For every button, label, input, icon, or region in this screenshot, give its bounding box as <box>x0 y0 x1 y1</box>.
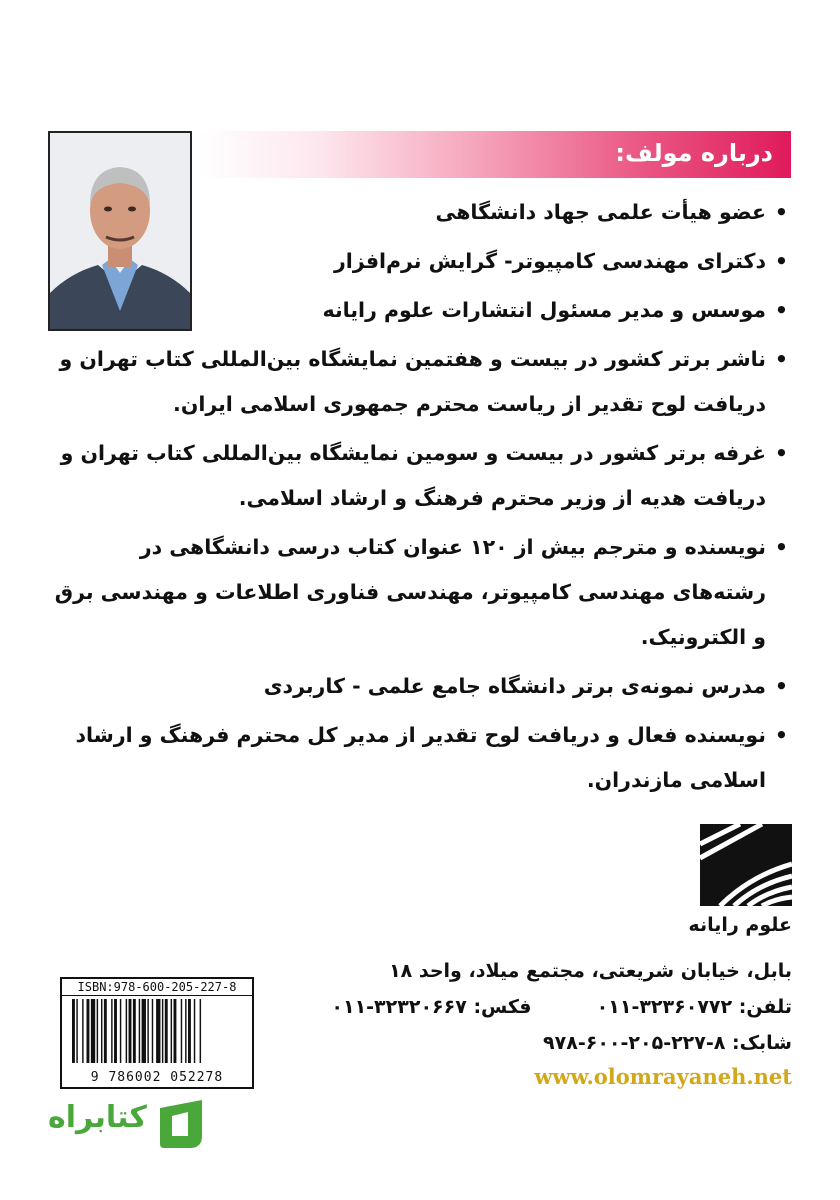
barcode-bar <box>194 999 195 1063</box>
barcode-isbn-text: ISBN:978-600-205-227-8 <box>62 979 252 996</box>
publisher-logo-icon <box>700 824 792 906</box>
about-author-header <box>200 131 791 178</box>
store-book-icon <box>152 1094 210 1152</box>
bio-item: • دکترای مهندسی کامپیوتر- گرایش نرم‌افزار <box>40 239 788 284</box>
contact-row <box>322 989 792 1025</box>
isbn-number: ۹۷۸-۶۰۰-۲۰۵-۲۲۷-۸ <box>543 1032 726 1054</box>
barcode-bar <box>91 999 95 1063</box>
store-name: کتابراه <box>48 1100 147 1135</box>
barcode-bar <box>87 999 90 1063</box>
bio-item: • نویسنده و مترجم بیش از ۱۲۰ عنوان کتاب درسی دانشگاهی در رشته‌های مهندسی کامپیوتر، مهندسی فناوری اطلاعات و مهندسی برق و الکترونیک. <box>40 525 788 660</box>
bio-item: • مدرس نمونه‌ی برتر دانشگاه جامع علمی - کاربردی <box>40 664 788 709</box>
barcode-bar <box>165 999 168 1063</box>
barcode-bar <box>111 999 112 1063</box>
barcode-bar <box>200 999 201 1063</box>
bio-item: • موسس و مدیر مسئول انتشارات علوم رایانه <box>40 288 788 333</box>
barcode-bar <box>101 999 102 1063</box>
barcode-bar <box>188 999 191 1063</box>
barcode-bar <box>129 999 132 1063</box>
barcode-bar <box>171 999 172 1063</box>
barcode-bar <box>76 999 77 1063</box>
bio-item: • غرفه برتر کشور در بیست و سومین نمایشگاه بین‌المللی کتاب تهران و دریافت هدیه از وزیر محترم فرهنگ و ارشاد اسلامی. <box>40 431 788 521</box>
barcode-bar <box>72 999 75 1063</box>
isbn-row <box>322 1025 792 1061</box>
barcode-bar <box>152 999 153 1063</box>
barcode-bar <box>133 999 136 1063</box>
isbn-barcode <box>60 977 254 1089</box>
bio-item: • نویسنده فعال و دریافت لوح تقدیر از مدیر کل محترم فرهنگ و ارشاد اسلامی مازندران. <box>40 713 788 803</box>
barcode-digits: 9 786002 052278 <box>90 1070 224 1085</box>
barcode-bar <box>142 999 146 1063</box>
phone-label: تلفن: <box>738 996 792 1018</box>
phone-number: ۰۱۱-۳۲۳۶۰۷۷۲ <box>596 996 733 1018</box>
barcode-bar <box>147 999 148 1063</box>
barcode-bar <box>156 999 160 1063</box>
barcode-bar <box>82 999 83 1063</box>
fax-number: ۰۱۱-۳۲۳۲۰۶۶۷ <box>331 996 467 1018</box>
publisher-address: بابل، خیابان شریعتی، مجتمع میلاد، واحد ۱۸ <box>389 960 792 982</box>
publisher-website[interactable]: www.olomrayaneh.net <box>534 1064 792 1089</box>
barcode-bar <box>97 999 98 1063</box>
section-title: درباره مولف: <box>615 139 773 167</box>
bio-item: • ناشر برتر کشور در بیست و هفتمین نمایشگاه بین‌المللی کتاب تهران و دریافت لوح تقدیر از ریاست محترم جمهوری اسلامی ایران. <box>40 337 788 427</box>
store-logo <box>40 1094 220 1152</box>
barcode-bar <box>174 999 177 1063</box>
barcode-bar <box>114 999 117 1063</box>
barcode-bar <box>181 999 182 1063</box>
fax-label: فکس: <box>473 996 532 1018</box>
barcode-bar <box>185 999 186 1063</box>
barcode-bar <box>120 999 121 1063</box>
bio-item: • عضو هیأت علمی جهاد دانشگاهی <box>40 190 788 235</box>
isbn-label: شابک: <box>731 1032 792 1054</box>
barcode-bars <box>70 999 244 1065</box>
barcode-bar <box>126 999 127 1063</box>
publisher-info <box>322 953 792 1061</box>
publisher-name: علوم رایانه <box>688 914 792 936</box>
barcode-bar <box>104 999 107 1063</box>
barcode-bar <box>139 999 140 1063</box>
barcode-bar <box>162 999 163 1063</box>
author-bio-list <box>40 190 788 807</box>
